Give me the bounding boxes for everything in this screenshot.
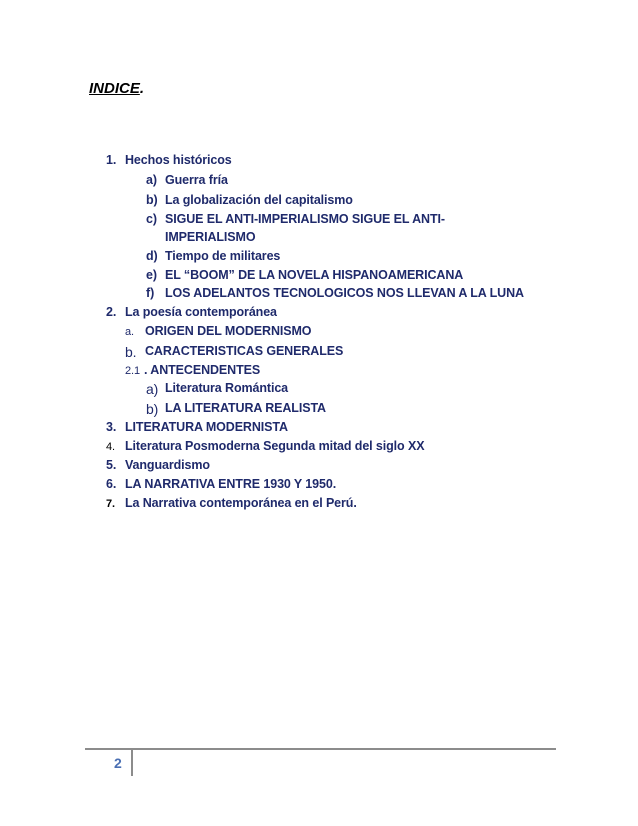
toc-item <box>106 420 288 434</box>
toc-text: ORIGEN DEL MODERNISMO <box>145 324 312 338</box>
toc-number: c) <box>146 212 157 226</box>
toc-number: a) <box>146 173 157 187</box>
toc-item <box>146 268 464 282</box>
toc-item <box>125 363 260 377</box>
toc-number: 7. <box>106 498 115 510</box>
toc-number: b) <box>146 193 158 207</box>
toc-text: La globalización del capitalismo <box>165 193 353 207</box>
toc-item <box>146 249 281 263</box>
toc-text: Tiempo de militares <box>165 249 281 263</box>
toc-text: La poesía contemporánea <box>125 305 277 319</box>
toc-number: 4. <box>106 441 115 453</box>
toc-item <box>125 344 344 360</box>
toc-number: 2.1 <box>125 365 140 377</box>
toc-text: IMPERIALISMO <box>165 230 256 244</box>
toc-text: SIGUE EL ANTI-IMPERIALISMO SIGUE EL ANTI- <box>165 212 445 226</box>
toc-number: 6. <box>106 477 117 491</box>
toc-number: a. <box>125 326 134 338</box>
toc-number: b) <box>146 401 159 417</box>
toc-text: Vanguardismo <box>125 458 210 472</box>
toc-text: La Narrativa contemporánea en el Perú. <box>125 496 357 510</box>
toc-item <box>106 439 425 453</box>
toc-number: 5. <box>106 458 117 472</box>
toc-item-continued <box>165 230 255 244</box>
toc-text: EL “BOOM” DE LA NOVELA HISPANOAMERICANA <box>165 268 464 282</box>
toc-item <box>106 458 210 472</box>
toc-text: LA NARRATIVA ENTRE 1930 Y 1950. <box>125 477 337 491</box>
toc-number: e) <box>146 268 157 282</box>
toc-number: b. <box>125 344 137 360</box>
toc-text: LA LITERATURA REALISTA <box>165 401 326 415</box>
footer-rule <box>85 748 556 750</box>
toc-number: 2. <box>106 305 117 319</box>
toc-item <box>146 212 445 226</box>
toc-number: d) <box>146 249 158 263</box>
toc-item <box>106 477 337 491</box>
toc-text: Literatura Romántica <box>165 381 289 395</box>
footer-divider <box>131 750 133 776</box>
toc-text: . ANTECENDENTES <box>144 363 261 377</box>
toc-item <box>146 193 353 207</box>
toc-text: Literatura Posmoderna Segunda mitad del siglo XX <box>125 439 425 453</box>
toc-number: 3. <box>106 420 117 434</box>
toc-number: a) <box>146 381 159 397</box>
toc-number: 1. <box>106 153 117 167</box>
toc-item <box>125 324 312 338</box>
toc-text: Hechos históricos <box>125 153 232 167</box>
toc-text: LITERATURA MODERNISTA <box>125 420 288 434</box>
toc-text: LOS ADELANTOS TECNOLOGICOS NOS LLEVAN A LA LUNA <box>165 286 524 300</box>
toc-number: f) <box>146 286 155 300</box>
toc-text: CARACTERISTICAS GENERALES <box>145 344 344 358</box>
toc-item <box>146 286 524 300</box>
toc-item <box>106 496 357 510</box>
toc-item <box>106 305 277 319</box>
toc-text: Guerra fría <box>165 173 228 187</box>
toc-item <box>106 153 232 167</box>
toc-item <box>146 381 289 397</box>
page-title: INDICE. <box>89 80 145 97</box>
toc-item <box>146 401 326 417</box>
toc-item <box>146 173 228 187</box>
page-number: 2 <box>114 755 122 771</box>
